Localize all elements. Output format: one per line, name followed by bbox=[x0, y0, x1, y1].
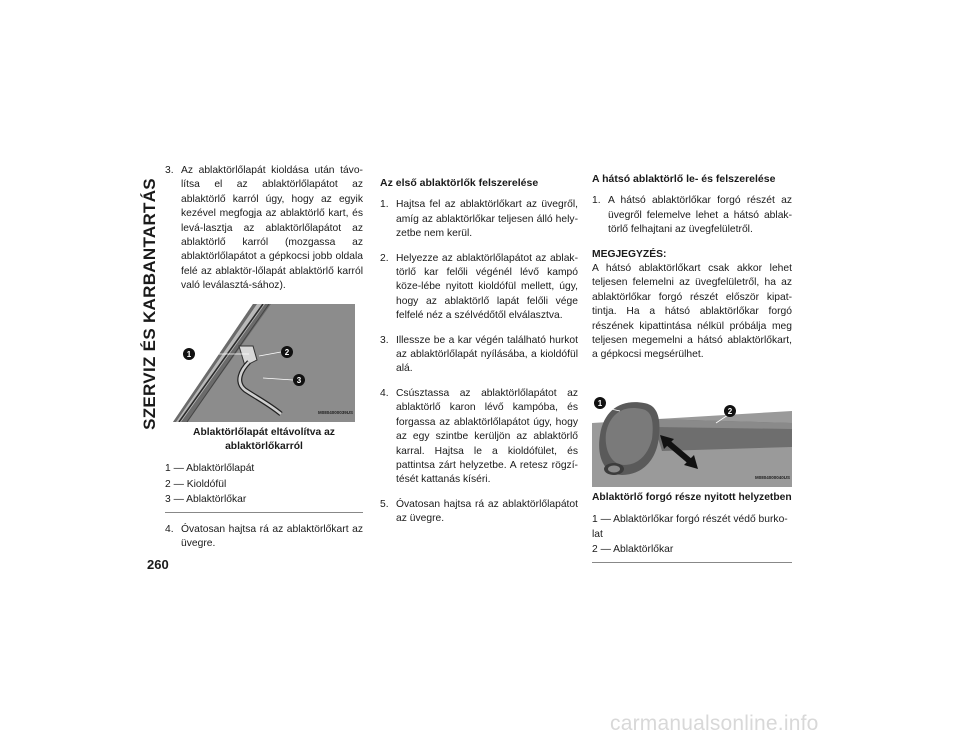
note-heading: MEGJEGYZÉS: bbox=[592, 248, 667, 260]
step-4 bbox=[165, 523, 363, 552]
legend-item: 1 — Ablaktörlőkar forgó részét védő burko-lat bbox=[592, 514, 788, 540]
step-2 bbox=[380, 252, 578, 324]
step-text: Helyezze az ablaktörlőlapátot az ablak-törlő kar felőli végénél lévő kampó köze-lébe nyitott kioldófül mellett, úgy, hogy az ablaktörlő lapát felőli vége felfelé néz a szélvédőtől elválasztva. bbox=[396, 252, 578, 322]
step-number: 3. bbox=[165, 165, 174, 176]
step-text: A hátsó ablaktörlőkar forgó részét az üvegről felemelve lehet a hátsó ablak-törlő felhajtani az üvegfelületről. bbox=[608, 195, 792, 236]
step-text: Hajtsa fel az ablaktörlőkart az üvegről, amíg az ablaktörlőkar teljesen álló hely-zetbe nem kerül. bbox=[396, 199, 578, 240]
section-heading: Az első ablaktörlők felszerelése bbox=[380, 177, 539, 189]
column-3 bbox=[592, 172, 792, 573]
step-3 bbox=[165, 164, 363, 294]
legend-item: 2 — Kioldófül bbox=[165, 478, 227, 490]
page-number: 260 bbox=[147, 557, 169, 572]
step-4 bbox=[380, 387, 578, 488]
figure-legend bbox=[592, 513, 792, 562]
watermark: carmanualsonline.info bbox=[610, 712, 819, 735]
step-number: 2. bbox=[380, 252, 389, 264]
legend-item: 1 — Ablaktörlőlapát bbox=[165, 463, 255, 475]
step-number: 1. bbox=[592, 195, 601, 207]
step-number: 4. bbox=[380, 387, 389, 399]
step-3 bbox=[380, 334, 578, 377]
step-text: Az ablaktörlőlapát kioldása után távo-lítsa el az ablaktörlőlapátot az ablaktörlő karról úgy, hogy az egyik kezével megfogja az ablaktörlő kart, és levá-lasztja az ablaktörlőlapátot az ablaktörlő karról (mozgassa az ablaktörlőlapátot a gépkocsi jobb oldala felé az ablaktör-lőlapát ablaktörlő karról való leválasztá-sához). bbox=[181, 165, 363, 292]
callout-2: 2 bbox=[727, 406, 733, 416]
callout-1: 1 bbox=[597, 398, 603, 408]
step-text: Óvatosan hajtsa rá az ablaktörlőlapátot az üvegre. bbox=[396, 498, 578, 525]
figure-code: M0804000039US bbox=[317, 410, 353, 416]
callout-2: 2 bbox=[284, 347, 290, 357]
callout-3: 3 bbox=[296, 375, 302, 385]
step-5 bbox=[380, 498, 578, 527]
step-text: Illessze be a kar végén található hurkot az ablaktörlőlapát nyílásába, a kioldófül alá. bbox=[396, 334, 578, 375]
figure-legend bbox=[165, 462, 363, 512]
step-number: 5. bbox=[380, 498, 389, 510]
legend-item: 3 — Ablaktörlőkar bbox=[165, 494, 247, 506]
wiper-blade-illustration bbox=[165, 304, 355, 422]
step-text: Csúsztassa az ablaktörlőlapátot az ablaktörlő karon lévő kampóba, és forgassa az ablaktörlőlapátot úgy, hogy az egy szintbe kerüljön az ablaktörlő karral. Hajtsa le a kioldófület, és pattintsa zárt helyzetbe. A retesz rögzí-tését kattanás kíséri. bbox=[396, 387, 578, 486]
section-title-text: SZERVIZ ÉS KARBANTARTÁS bbox=[140, 178, 159, 430]
callout-1: 1 bbox=[186, 349, 192, 359]
rear-wiper-figure bbox=[592, 389, 792, 487]
step-text: Óvatosan hajtsa rá az ablaktörlőkart az üvegre. bbox=[181, 523, 363, 550]
step-number: 3. bbox=[380, 334, 389, 346]
wiper-blade-removal-figure bbox=[165, 304, 355, 422]
column-2 bbox=[380, 176, 578, 537]
note-text: A hátsó ablaktörlőkart csak akkor lehet teljesen felemelni az üvegfelületről, ha az ablaktörlőkar forgó részét először kipat-tintja. Ha a hátsó ablaktörlőkar forgó részének kipattintása nélkül próbálja meg teljesen megemelni a hátsó ablaktörlőkart, a gépkocsi megsérülhet. bbox=[592, 263, 792, 361]
figure-caption: Ablaktörlő forgó része nyitott helyzetben bbox=[592, 491, 792, 503]
section-side-title bbox=[137, 178, 163, 430]
figure-caption: Ablaktörlőlapát eltávolítva az ablaktörlőkarról bbox=[193, 426, 335, 453]
step-number: 4. bbox=[165, 523, 174, 535]
step-1 bbox=[380, 198, 578, 241]
section-heading: A hátsó ablaktörlő le- és felszerelése bbox=[592, 173, 776, 185]
step-1 bbox=[592, 194, 792, 237]
column-1 bbox=[165, 164, 363, 562]
step-number: 1. bbox=[380, 199, 389, 211]
figure-code: M0804000040US bbox=[754, 475, 790, 481]
legend-item: 2 — Ablaktörlőkar bbox=[592, 544, 674, 556]
